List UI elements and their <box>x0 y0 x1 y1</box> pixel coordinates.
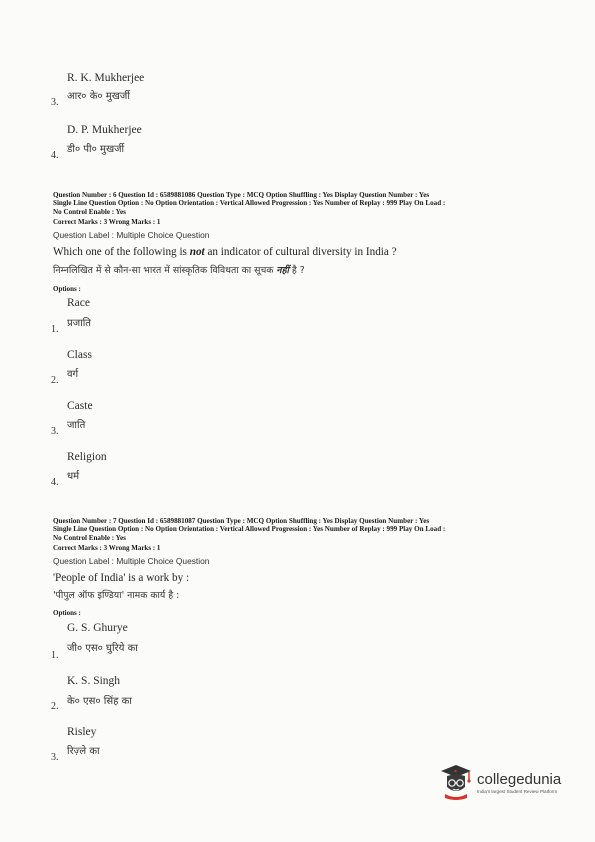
q6-metadata <box>53 191 445 216</box>
prev-option-3-number: 3. <box>51 97 59 108</box>
q6-marks: Correct Marks : 3 Wrong Marks : 1 <box>53 218 161 226</box>
q6-option-1-number: 1. <box>51 324 59 335</box>
q6-text-en-emphasis: not <box>189 246 205 258</box>
q6-question-text-en <box>53 246 397 258</box>
q6-option-1-hi: प्रजाति <box>67 318 91 329</box>
q6-text-en-after: an indicator of cultural diversity in India ? <box>204 246 397 258</box>
q6-question-text-hi <box>53 263 305 276</box>
q6-option-2-hi: वर्ग <box>67 369 79 380</box>
q7-option-2-hi: के० एस० सिंह का <box>67 696 132 707</box>
q6-meta-line-3: No Control Enable : Yes <box>53 207 126 216</box>
q6-option-3-en: Caste <box>67 400 93 412</box>
q6-options-label: Options : <box>53 285 81 293</box>
prev-option-3-hi: आर० के० मुखर्जी <box>67 91 130 102</box>
q7-marks: Correct Marks : 3 Wrong Marks : 1 <box>53 544 161 552</box>
q6-option-4-number: 4. <box>51 477 59 488</box>
q7-question-text-hi: 'पीपुल ऑफ इण्डिया' नामक कार्य है : <box>53 590 180 601</box>
q6-option-3-hi: जाति <box>67 420 86 431</box>
q6-meta-line-2: Single Line Question Option : No Option Orientation : Vertical Allowed Progression : Yes Number of Replay : 999 Play On Load : <box>53 199 446 208</box>
prev-option-3-en: R. K. Mukherjee <box>67 72 145 84</box>
q6-option-1-en: Race <box>67 297 90 309</box>
logo-tagline: India's largest Student Review Platform <box>477 789 558 794</box>
prev-option-4-hi: डी० पी० मुखर्जी <box>67 144 125 155</box>
q7-question-label: Question Label : Multiple Choice Question <box>53 556 210 566</box>
collegedunia-logo <box>437 762 562 802</box>
q7-meta-line-3: No Control Enable : Yes <box>53 533 126 542</box>
q7-options-label: Options : <box>53 609 81 617</box>
q7-option-2-number: 2. <box>51 701 59 712</box>
q7-meta-line-2: Single Line Question Option : No Option Orientation : Vertical Allowed Progression : Yes Number of Replay : 999 Play On Load : <box>53 525 446 534</box>
logo-name: collegedunia <box>477 771 562 788</box>
q6-option-2-en: Class <box>67 349 92 361</box>
q6-option-3-number: 3. <box>51 426 59 437</box>
q6-text-hi-emphasis: नहीं <box>276 265 289 276</box>
q7-meta-line-1: Question Number : 7 Question Id : 6589881087 Question Type : MCQ Option Shuffling : Yes Display Question Number : Yes <box>53 517 430 525</box>
q7-metadata <box>53 517 445 542</box>
q6-option-4-en: Religion <box>67 451 107 463</box>
q7-option-1-hi: जी० एस० घुरिये का <box>67 643 138 654</box>
q6-option-2-number: 2. <box>51 375 59 386</box>
q7-option-3-number: 3. <box>51 752 59 763</box>
q7-option-1-number: 1. <box>51 650 59 661</box>
q7-option-3-en: Risley <box>67 726 97 738</box>
q6-text-hi-after: है ? <box>288 265 305 276</box>
q7-question-text-en: 'People of India' is a work by : <box>53 572 190 584</box>
q7-option-1-en: G. S. Ghurye <box>67 622 128 634</box>
q6-text-hi-before: निम्नलिखित में से कौन-सा भारत में सांस्कृतिक विविधता का सूचक <box>53 265 277 276</box>
q6-meta-line-1: Question Number : 6 Question Id : 6589881086 Question Type : MCQ Option Shuffling : Yes Display Question Number : Yes <box>53 191 430 199</box>
q7-option-2-en: K. S. Singh <box>67 675 121 687</box>
mascot-icon <box>437 762 475 802</box>
q6-question-label: Question Label : Multiple Choice Question <box>53 230 210 240</box>
prev-option-4-number: 4. <box>51 150 59 161</box>
q7-option-3-hi: रिज़्ले का <box>67 746 100 757</box>
q6-text-en-before: Which one of the following is <box>53 246 190 258</box>
prev-option-4-en: D. P. Mukherjee <box>67 124 142 136</box>
q6-option-4-hi: धर्म <box>67 471 80 482</box>
